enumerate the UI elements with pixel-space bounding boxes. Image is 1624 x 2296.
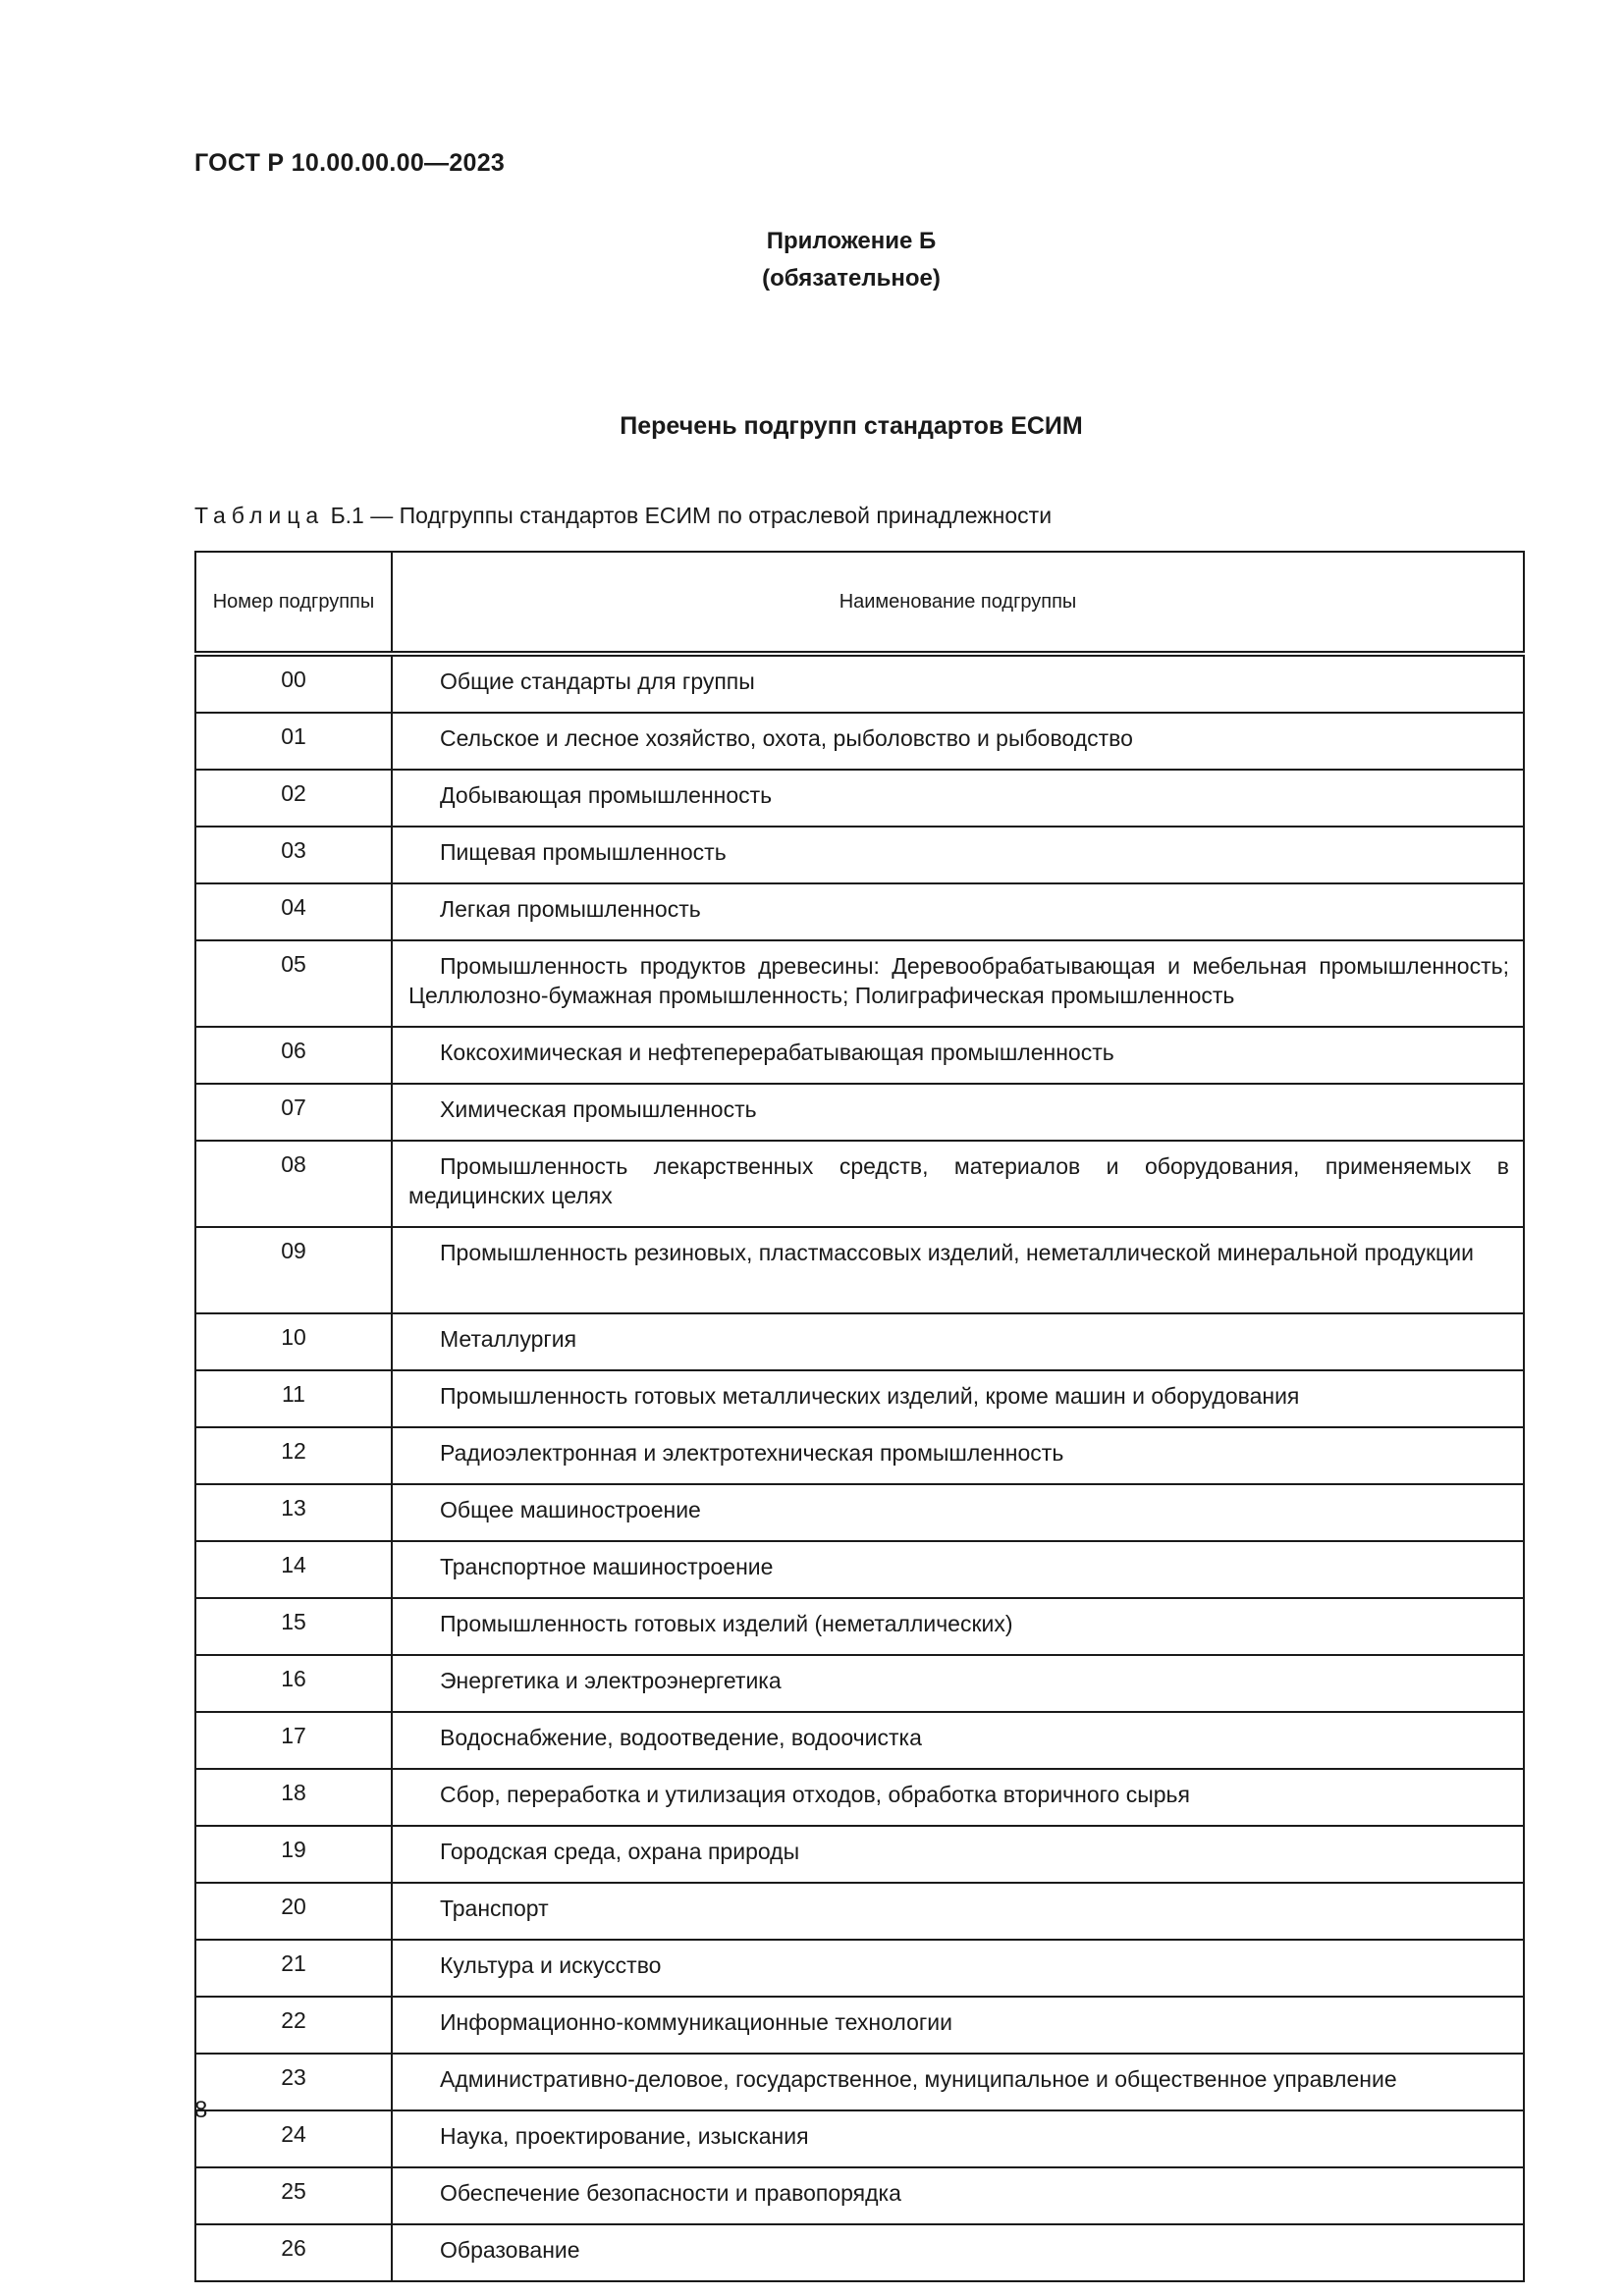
document-code: ГОСТ Р 10.00.00.00—2023: [194, 149, 506, 177]
subgroup-name: Информационно-коммуникационные технологии: [440, 2009, 952, 2035]
subgroup-name-cell: [392, 1427, 1524, 1484]
table-caption-label: Таблица: [194, 503, 325, 528]
subgroup-name: Наука, проектирование, изыскания: [440, 2123, 809, 2149]
subgroup-name: Коксохимическая и нефтеперерабатывающая промышленность: [440, 1040, 1114, 1065]
subgroup-number: 15: [195, 1598, 392, 1655]
table-row: [195, 1427, 1524, 1484]
subgroup-name: Образование: [440, 2237, 580, 2263]
table-caption: [194, 503, 1052, 529]
subgroup-name-cell: [392, 2224, 1524, 2281]
table-row: [195, 1141, 1524, 1227]
header-name: Наименование подгруппы: [392, 552, 1524, 654]
subgroup-name: Промышленность готовых металлических изделий, кроме машин и оборудования: [440, 1383, 1300, 1409]
table-row: [195, 1484, 1524, 1541]
table-row: [195, 2167, 1524, 2224]
table-row: [195, 770, 1524, 827]
subgroup-name: Энергетика и электроэнергетика: [440, 1668, 782, 1693]
subgroup-name-cell: [392, 1484, 1524, 1541]
subgroup-number: 04: [195, 883, 392, 940]
subgroup-number: 01: [195, 713, 392, 770]
subgroup-name: Промышленность продуктов древесины: Деревообрабатывающая и мебельная промышленность; Целлюлозно-бумажная промышленность; Полиграфическая промышленность: [408, 953, 1509, 1008]
table-row: [195, 1826, 1524, 1883]
header-number: Номер подгруппы: [195, 552, 392, 654]
annex-title: Приложение Б: [766, 228, 937, 254]
subgroup-name-cell: [392, 2054, 1524, 2110]
table-row: [195, 1370, 1524, 1427]
subgroup-name-cell: [392, 1084, 1524, 1141]
subgroup-name: Административно-деловое, государственное, муниципальное и общественное управление: [440, 2066, 1397, 2092]
table-row: [195, 2054, 1524, 2110]
subgroup-name: Транспортное машиностроение: [440, 1554, 774, 1579]
subgroup-name-cell: [392, 827, 1524, 883]
subgroup-number: 05: [195, 940, 392, 1027]
table-row: [195, 940, 1524, 1027]
subgroup-number: 21: [195, 1940, 392, 1997]
subgroup-number: 13: [195, 1484, 392, 1541]
subgroup-name-cell: [392, 883, 1524, 940]
subgroup-number: 18: [195, 1769, 392, 1826]
subgroup-name-cell: [392, 1826, 1524, 1883]
table-row: [195, 1084, 1524, 1141]
subgroup-name: Промышленность готовых изделий (неметаллических): [440, 1611, 1013, 1636]
subgroup-name: Транспорт: [440, 1896, 549, 1921]
subgroup-name-cell: [392, 1370, 1524, 1427]
subgroup-name-cell: [392, 1313, 1524, 1370]
subgroup-name-cell: [392, 1655, 1524, 1712]
table-row: [195, 1227, 1524, 1313]
subgroup-name-cell: [392, 2167, 1524, 2224]
table-caption-text: Б.1 — Подгруппы стандартов ЕСИМ по отраслевой принадлежности: [330, 503, 1053, 528]
subgroup-number: 25: [195, 2167, 392, 2224]
subgroup-number: 20: [195, 1883, 392, 1940]
subgroup-number: 22: [195, 1997, 392, 2054]
subgroup-name: Промышленность резиновых, пластмассовых изделий, неметаллической минеральной продукции: [440, 1240, 1474, 1265]
table-row: [195, 2110, 1524, 2167]
table-header-row: [195, 552, 1524, 654]
subgroup-name: Металлургия: [440, 1326, 577, 1352]
subgroup-name: Легкая промышленность: [440, 896, 701, 922]
subgroup-name: Общие стандарты для группы: [440, 668, 755, 694]
subgroup-number: 06: [195, 1027, 392, 1084]
subgroup-number: 17: [195, 1712, 392, 1769]
subgroup-name: Пищевая промышленность: [440, 839, 727, 865]
subgroup-name: Городская среда, охрана природы: [440, 1839, 800, 1864]
subgroup-name-cell: [392, 1883, 1524, 1940]
subgroup-name-cell: [392, 1027, 1524, 1084]
subgroup-number: 08: [195, 1141, 392, 1227]
table-row: [195, 1598, 1524, 1655]
subgroup-name-cell: [392, 1769, 1524, 1826]
subgroup-number: 03: [195, 827, 392, 883]
subgroup-name: Культура и искусство: [440, 1952, 662, 1978]
table-body: [195, 654, 1524, 2281]
subgroup-number: 19: [195, 1826, 392, 1883]
table-row: [195, 1313, 1524, 1370]
subgroup-number: 14: [195, 1541, 392, 1598]
subgroup-number: 26: [195, 2224, 392, 2281]
table-row: [195, 1027, 1524, 1084]
subgroup-number: 10: [195, 1313, 392, 1370]
table-row: [195, 827, 1524, 883]
subgroup-name: Промышленность лекарственных средств, материалов и оборудования, применяемых в медицинских целях: [408, 1153, 1509, 1208]
table-row: [195, 1541, 1524, 1598]
table-row: [195, 1883, 1524, 1940]
subgroup-number: 11: [195, 1370, 392, 1427]
subgroup-number: 09: [195, 1227, 392, 1313]
subgroup-name-cell: [392, 1541, 1524, 1598]
table-row: [195, 1997, 1524, 2054]
table-row: [195, 1940, 1524, 1997]
subgroup-number: 00: [195, 654, 392, 713]
subgroup-name: Сельское и лесное хозяйство, охота, рыболовство и рыбоводство: [440, 725, 1133, 751]
subgroup-number: 24: [195, 2110, 392, 2167]
subgroup-name: Радиоэлектронная и электротехническая промышленность: [440, 1440, 1064, 1466]
subgroup-name-cell: [392, 770, 1524, 827]
table-row: [195, 1769, 1524, 1826]
subgroup-name: Общее машиностроение: [440, 1497, 701, 1522]
subgroup-name-cell: [392, 940, 1524, 1027]
subgroup-name: Сбор, переработка и утилизация отходов, обработка вторичного сырья: [440, 1782, 1190, 1807]
subgroup-name-cell: [392, 1598, 1524, 1655]
subgroup-number: 16: [195, 1655, 392, 1712]
subgroup-name-cell: [392, 1141, 1524, 1227]
subgroup-name-cell: [392, 1940, 1524, 1997]
table-row: [195, 654, 1524, 713]
table-row: [195, 883, 1524, 940]
subgroup-name-cell: [392, 1712, 1524, 1769]
subgroup-name: Химическая промышленность: [440, 1096, 757, 1122]
subgroup-name-cell: [392, 1997, 1524, 2054]
table-row: [195, 1712, 1524, 1769]
table-row: [195, 1655, 1524, 1712]
subgroup-name-cell: [392, 1227, 1524, 1313]
subgroup-number: 02: [195, 770, 392, 827]
subgroup-name: Водоснабжение, водоотведение, водоочистка: [440, 1725, 922, 1750]
subgroup-name-cell: [392, 2110, 1524, 2167]
subgroup-name-cell: [392, 713, 1524, 770]
subgroup-name: Добывающая промышленность: [440, 782, 773, 808]
list-title: Перечень подгрупп стандартов ЕСИМ: [620, 412, 1083, 440]
table-row: [195, 2224, 1524, 2281]
page-number: 8: [194, 2097, 208, 2123]
table-row: [195, 713, 1524, 770]
subgroup-number: 07: [195, 1084, 392, 1141]
subgroups-table: [194, 551, 1525, 2282]
subgroup-number: 12: [195, 1427, 392, 1484]
annex-status: (обязательное): [762, 265, 941, 292]
subgroup-name: Обеспечение безопасности и правопорядка: [440, 2180, 901, 2206]
subgroup-name-cell: [392, 654, 1524, 713]
subgroup-number: 23: [195, 2054, 392, 2110]
